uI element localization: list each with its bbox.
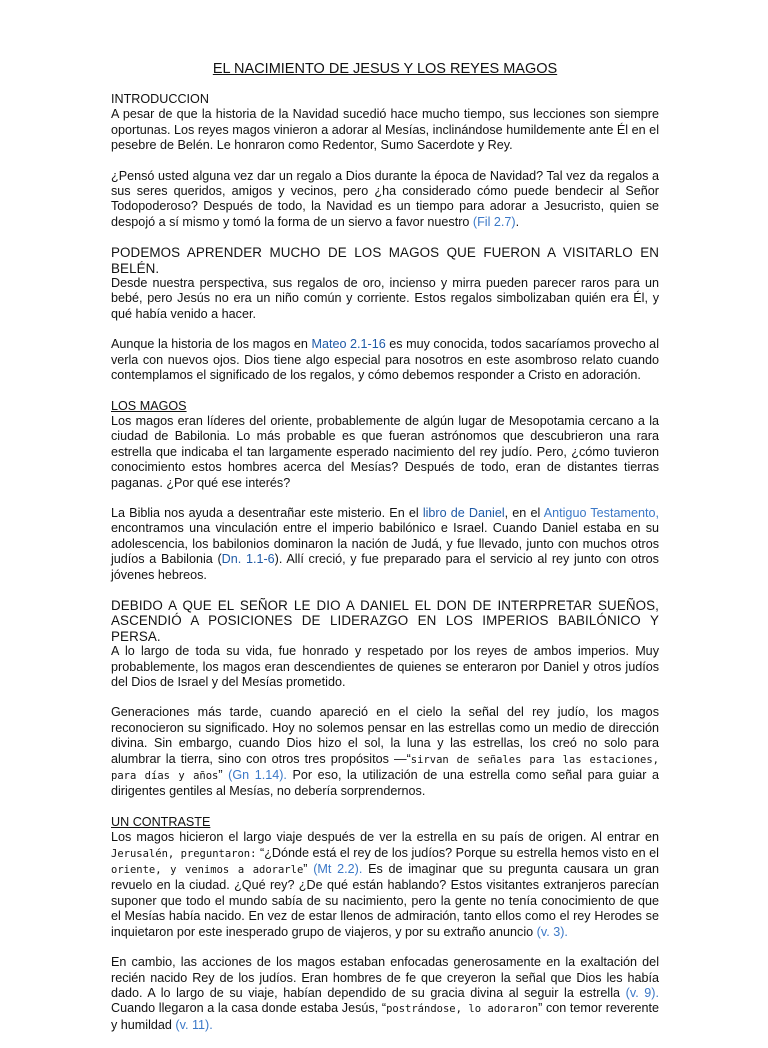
bible-reference-link[interactable]: (Gn 1.14). [228, 768, 287, 783]
text-run: Es de imaginar que su pregunta causara un gran revuelo en la ciudad. ¿Qué rey? ¿De qué están hablando? Estos visitantes extranjeros parecían suponer que todo el mundo sabía de su nacimiento, pero la gente no tenía conocimiento de que el Mesías había nacido. En vez de estar llenos de admiración, tanto ellos como el rey Herodes se inquietaron por este inesperado grupo de viajeros, y por su extraño anuncio [111, 862, 660, 939]
paragraph [111, 830, 659, 940]
text-run: , en el [504, 505, 544, 520]
text-run: Por eso, la utilización de una estrella como señal para guiar a dirigentes gentiles al Mesías, no debería sorprendernos. [111, 768, 659, 799]
bible-reference-link[interactable]: Mateo 2.1-16 [311, 337, 386, 352]
section-heading: UN CONTRASTE [111, 814, 211, 829]
text-run: ” con temor reverente y humildad [111, 1001, 659, 1032]
text-run: ” [303, 862, 314, 877]
document-body [111, 60, 659, 1048]
text-run: encontramos una vinculación entre el imperio babilónico e Israel. Cuando Daniel estaba en su adolescencia, los babilonios dominaron la nación de Judá, y fue llevado, junto con muchos otros judíos a Babilonia ( [111, 521, 659, 567]
text-run: un tiempo para adorar a Jesucristo, quien se despojó a sí mismo y tomó la forma de un siervo a favor nuestro [111, 199, 660, 229]
text-run: ” [218, 768, 229, 783]
paragraph: Los magos eran líderes del oriente, probablemente de algún lugar de Mesopotamia cercano a la ciudad de Babilonia. Lo más probable es que fueran astrónomos que descubrieron una rara estrella que indicaba el tan largamente esperado nacimiento del rey judío. Pero, ¿cómo tuvieron conocimiento estos hombres acerca del Mesías? Después de todo, eran de distantes tierras paganas. ¿Por qué ese interés? [111, 413, 659, 490]
antiguo-testamento-link[interactable]: Antiguo Testamento, [543, 505, 659, 520]
text-run: Los magos hicieron el largo viaje después de ver la estrella en su país de origen. Al entrar en [111, 830, 659, 845]
paragraph: A pesar de que la historia de la Navidad sucedió hace mucho tiempo, sus lecciones son siempre oportunas. Los reyes magos vinieron a adorar al Mesías, inclinándose humildemente ante Él en el pesebre de Belén. Le honraron como Redentor, Sumo Sacerdote y Rey. [111, 107, 659, 153]
scripture-quote: postrándose, lo adoraron [386, 1003, 539, 1016]
paragraph: Desde nuestra perspectiva, sus regalos de oro, incienso y mirra pueden parecer raros para un bebé, pero Jesús no era un niño común y corriente. Estos regalos simbolizaban quién era Él, y qué había venido a hacer. [111, 276, 659, 321]
bible-reference-link[interactable]: (v. 3). [536, 924, 568, 939]
paragraph-regalo [111, 169, 659, 231]
section-heading: INTRODUCCION [111, 92, 209, 106]
text-run: “¿Dónde está el rey de los judíos? Porque su estrella hemos visto en el [256, 845, 659, 860]
paragraph-daniel [111, 506, 659, 583]
bible-reference-link[interactable]: Dn. 1.1-6 [221, 552, 275, 567]
section-heading: PODEMOS APRENDER MUCHO DE LOS MAGOS QUE FUERON A VISITARLO EN BELÉN. [111, 245, 659, 276]
text-run: . [515, 214, 520, 229]
text-run: Aunque la historia de los magos en [111, 337, 312, 352]
bible-reference-link[interactable]: (Fil 2.7) [472, 214, 516, 229]
section-podemos-aprender [111, 245, 659, 322]
section-heading: LOS MAGOS [111, 398, 187, 413]
paragraph-estrellas [111, 705, 659, 799]
scripture-quote: oriente, y venimos a adorarle [111, 864, 304, 877]
text-run: Cuando llegaron a la casa donde estaba Jesús, “ [111, 1001, 387, 1016]
book-daniel-link[interactable]: libro de Daniel [422, 505, 505, 520]
paragraph [111, 169, 659, 231]
section-don-de-interpretar [111, 598, 659, 690]
document-title: EL NACIMIENTO DE JESUS Y LOS REYES MAGOS [212, 61, 558, 77]
paragraph [111, 955, 659, 1033]
section-un-contraste [111, 815, 659, 940]
section-introduccion [111, 92, 659, 154]
scripture-quote: sirvan de señales para las estaciones, para días y años [111, 753, 659, 783]
paragraph [111, 337, 659, 383]
text-run: Generaciones más tarde, cuando apareció en el cielo la señal del rey judío, los magos reconocieron su significado. Hoy no solemos pensar en las estrellas como un medio de dirección divina. Sin embargo, cuando Dios hizo el sol, la luna y las estrellas, los creó no solo para alumbrar la tierra, sino con otros tres propósitos —“ [111, 705, 659, 766]
section-heading: DEBIDO A QUE EL SEÑOR LE DIO A DANIEL EL DON DE INTERPRETAR SUEÑOS, ASCENDIÓ A POSICIONES DE LIDERAZGO EN LOS IMPERIOS BABILÓNICO Y PERSA. [111, 597, 659, 644]
text-run: ¿Pensó usted alguna vez dar un regalo a Dios durante la época de Navidad? Tal vez da regalos a sus seres queridos, amigos y vecinos, pero ¿ha considerado cómo puede bendecir al Señor Todopoderoso? Después de todo, [111, 168, 659, 214]
text-run: ). Allí creció, y fue preparado para el servicio al rey junto con otros jóvenes hebreos. [111, 552, 659, 582]
scripture-quote: Jerusalén, preguntaron: [111, 847, 257, 860]
paragraph [111, 506, 659, 583]
paragraph-mateo [111, 337, 659, 383]
section-los-magos [111, 399, 659, 491]
text-run: es muy conocida, todos sacaríamos provecho al verla con nuevos ojos. Dios tiene algo especial para nosotros en este asombroso relato cuando contemplamos el significado de los regalos, y cómo debemos responder a Cristo en adoración. [111, 337, 659, 383]
text-run: En cambio, las acciones de los magos estaban enfocadas generosamente en la exaltación del recién nacido Rey de los judíos. Eran hombres de fe que creyeron la señal que Dios les había dado. A lo largo de su viaje, habían dependido de su gracia divina al seguir la estrella [111, 955, 659, 1000]
paragraph [111, 705, 659, 799]
text-run: La Biblia nos ayuda a desentrañar este misterio. En el [111, 505, 423, 520]
bible-reference-link[interactable]: (v. 9). [625, 985, 659, 1000]
paragraph: A lo largo de toda su vida, fue honrado y respetado por los reyes de ambos imperios. Muy probablemente, los magos eran descendientes de quienes se enteraron por Daniel y otros judíos del Dios de Israel y del Mesías prometido. [111, 644, 659, 689]
paragraph-en-cambio [111, 955, 659, 1033]
text-run: la Navidad es [311, 199, 392, 214]
bible-reference-link[interactable]: (v. 11). [175, 1017, 213, 1032]
bible-reference-link[interactable]: (Mt 2.2). [313, 862, 363, 877]
